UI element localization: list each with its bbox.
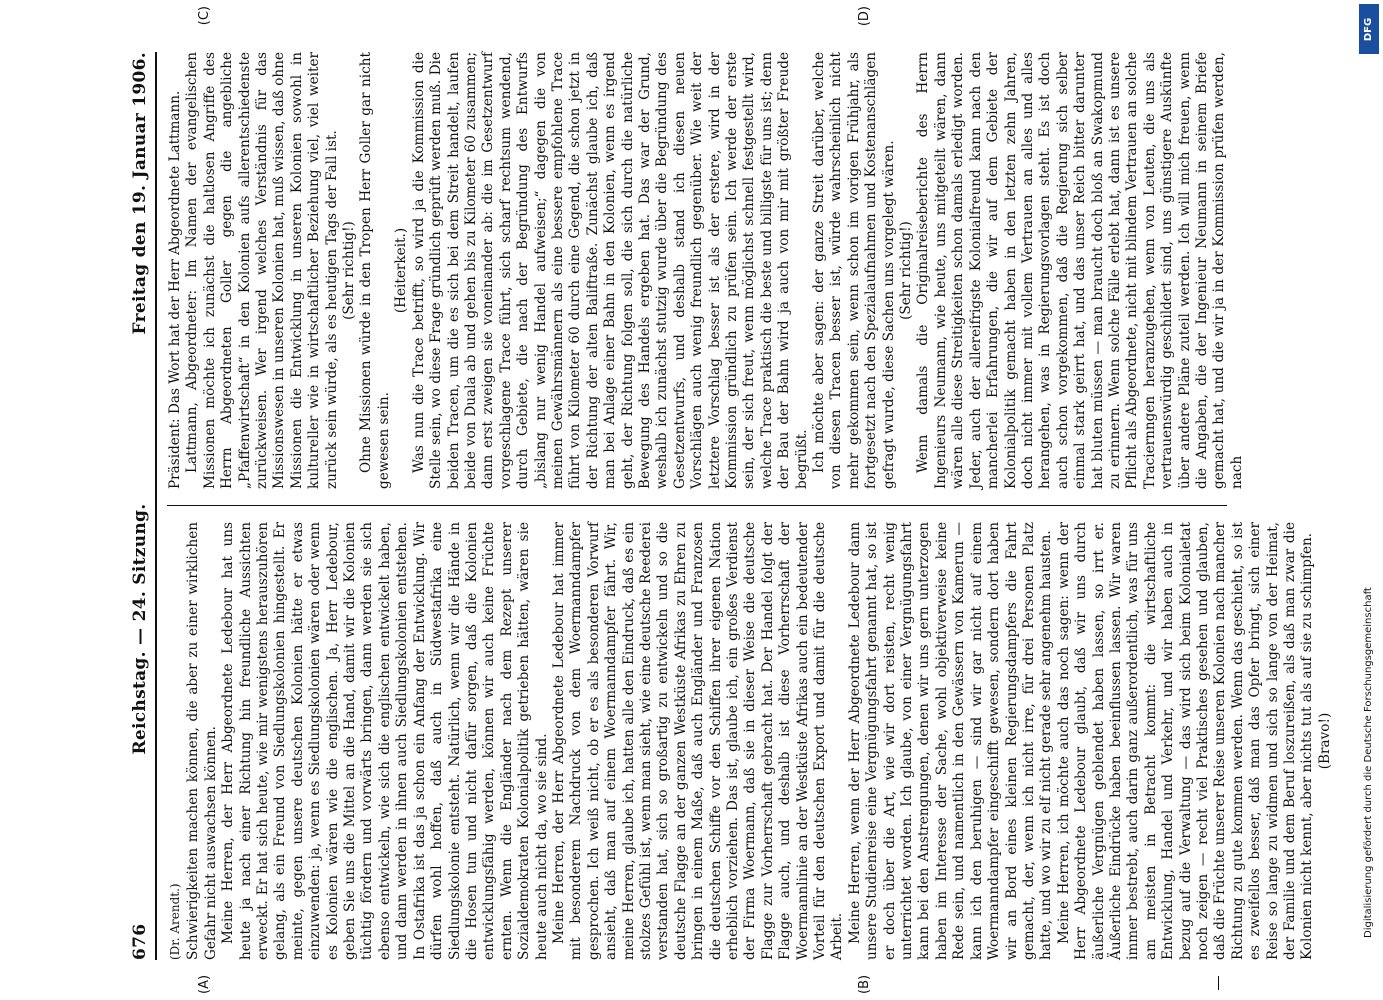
speaker-tag: (Dr. Arendt.) xyxy=(168,883,182,960)
end-rule xyxy=(1218,976,1219,990)
margin-marker-a: (A) xyxy=(197,974,212,994)
running-head xyxy=(126,52,157,960)
margin-marker-b: (B) xyxy=(857,974,872,994)
rotated-page-content xyxy=(120,0,1333,1000)
paragraph: Ohne Missionen würde in den Tropen Herr Goller gar nicht gewesen sein. xyxy=(358,52,392,489)
running-head-left: Reichstag. — 24. Sitzung. xyxy=(130,503,150,755)
paragraph: Schwierigkeiten machen können, die aber zu einer wirklichen Gefahr nicht auswachsen können. xyxy=(185,522,219,960)
paragraph: Präsident: Das Wort hat der Herr Abgeordnete Lattmann. xyxy=(167,90,183,489)
paragraph: Ich möchte aber sagen: der ganze Streit darüber, welche von diesen Tracen besser ist, würde wahrscheinlich nicht mehr gekommen sein, wenn schon im vorigen Frühjahr, als fortgesetzt nach den Spezialaufnahmen und Kostenanschlägen gefragt wurde, diese Sachen uns vorgelegt wären. xyxy=(811,52,897,489)
running-head-right: Freitag den 19. Januar 1906. xyxy=(130,52,150,335)
paragraph: Lattmann, Abgeordneter: Im Namen der evangelischen Missionen möchte ich zunächst die haltlosen Angriffe des Herrn Abgeordneten Goller gegen die angebliche „Pfaffenwirtschaft“ in den Kolonien aufs allerentschiedenste zurückweisen. Wer irgend welches Verständnis für das Missionswesen in unseren Kolonien hat, muß wissen, daß ohne Missionen die Entwicklung in unseren Kolonien sowohl in kultureller wie in wirtschaftlicher Beziehung viel, viel weiter zurück sein würde, als es heutigen Tags der Fall ist. xyxy=(184,52,340,489)
paragraph: Meine Herren, der Herr Abgeordnete Ledebour hat immer mit besonderem Nachdruck von dem Woermanndampfer gesprochen. Ich weiß nicht, ob er es als besonderen Vorwurf ansieht, daß man auf einem Woermanndampfer fährt. Wir, meine Herren, glaube ich, hatten alle den Eindruck, daß es ein stolzes Gefühl ist, wenn man sieht, wie eine deutsche Reederei verstanden hat, sich so großartig zu entwickeln und so die deutsche Flagge an der ganzen Westküste Afrikas zu Ehren zu bringen in einem Maße, daß auch Engländer und Franzosen die deutschen Schiffe vor den Schiffen ihrer eigenen Nation erheblich vorziehen. Das ist, glaube ich, ein großes Verdienst der Firma Woermann, daß sie in dieser Weise die deutsche Flagge zur Vorherrschaft gebracht hat. Der Handel folgt der Flagge auch, und deshalb ist diese Vorherrschaft der Woermannlinie an der Westküste Afrikas auch ein bedeutender Vorteil für den deutschen Export und damit für die deutsche Arbeit. xyxy=(550,522,846,960)
interjection: (Sehr richtig!) xyxy=(341,221,358,320)
two-column-body xyxy=(167,6,1333,994)
left-column xyxy=(167,506,1333,960)
dfg-logo-text: DFG xyxy=(1363,17,1375,41)
paragraph: Meine Herren, der Herr Abgeordnete Ledebour hat uns heute ja nach einer Richtung hin freundliche Aussichten erweckt. Er hat sich heute, wie mir wenigstens herauszuhören gelang, als ein Freund von Siedlungskolonien hingestellt. Er meinte, gegen unsere deutschen Kolonien hätte er etwas einzuwenden: ja, wenn es Siedlungskolonien wären oder wenn es Kolonien wären wie die englischen. Ja, Herr Ledebour, geben Sie uns die Mittel an die Hand, damit wir die Kolonien tüchtig fördern und vorwärts bringen, dann werden sie sich ebenso entwickeln, wie sich die englischen entwickelt haben, und dann werden in ihnen auch Siedlungskolonien entstehen. In Ostafrika ist das ja schon ein Anfang der Entwicklung. Wir dürfen wohl hoffen, daß auch in Südwestafrika eine Siedlungskolonie entsteht. Natürlich, wenn wir die Hände in die Hosen tun und nicht dafür sorgen, daß die Kolonien entwicklungsfähig werden, können wir auch keine Früchte ernten. Wenn die Engländer nach dem Rezept unserer Sozialdemokraten Kolonialpolitik getrieben hätten, wären sie heute auch nicht da, wo sie sind. xyxy=(220,522,550,960)
paragraph: Meine Herren, wenn der Herr Abgeordnete Ledebour dann unsere Studienreise eine Vergnügungsfahrt genannt hat, so ist er doch über die Art, wie wir dort reisten, recht wenig unterrichtet worden. Ich glaube, von einer Vergnügungsfahrt kann bei den Anstrengungen, denen wir uns gern unterzogen haben im Interesse der Sache, wohl objektiverweise keine Rede sein, und namentlich in den Gewässern von Kamerun — kann ich den beruhigen — sind wir gar nicht auf einem Woermanndampfer eingeschifft gewesen, sondern dort haben wir an Bord eines kleinen Regierungsdampfers die Fahrt gemacht, der, wenn ich nicht irre, für drei Personen Platz hatte, und wo wir zu elf nicht gerade sehr angenehm hausten. xyxy=(846,522,1055,960)
dfg-logo xyxy=(1359,4,1379,54)
margin-marker-d: (D) xyxy=(857,6,872,27)
interjection: (Sehr richtig!) xyxy=(898,221,915,320)
interjection: (Heiterkeit.) xyxy=(393,227,410,314)
funding-credit-text: Digitalisierung gefördert durch die Deutsche Forschungsgemeinschaft xyxy=(1363,587,1374,938)
closing-remark: (Bravo!) xyxy=(1316,712,1333,770)
margin-marker-c: (C) xyxy=(197,6,212,26)
paragraph: Was nun die Trace betrifft, so wird ja die Kommission die Stelle sein, wo diese Frage gründlich geprüft werden muß. Die beiden Tracen, um die es sich bei dem Streit handelt, laufen beide von Duala ab und gehen bis zu Kilometer 60 zusammen; dann erst zweigen sie voneinander ab: die im Gesetzentwurf vorgeschlagene Trace führt, sich scharf rechtsum wendend, durch Gebiete, die nach der Begründung des Entwurfs „bislang nur wenig Handel aufweisen;“ dagegen die von meinen Gewährsmännern als eine bessere empfohlene Trace führt von Kilometer 60 durch eine Gegend, die schon jetzt in der Richtung der alten Baliftraße. Zunächst glaube ich, daß man bei Anlage einer Bahn in den Kolonien, wenn es irgend geht, der Richtung folgen soll, die sich durch die natürliche Bewegung des Handels ergeben hat. Das war der Grund, weshalb ich zunächst stutzig wurde über die Begründung des Gesetzentwurfs, und deshalb stand ich diesen neuen Vorschlägen auch wenig freundlich gegenüber. Wie weit der letztere Vorschlag besser ist als der erstere, wird in der Kommission gründlich zu prüfen sein. Ich werde der erste sein, der sich freut, wenn möglichst schnell festgestellt wird, welche Trace praktisch die beste und billigste für uns ist; denn der Bau der Bahn wird ja auch von mir mit größter Freude begrüßt. xyxy=(410,52,810,489)
paragraph: Meine Herren, ich möchte auch das noch sagen: wenn der Herr Abgeordnete Ledebour glaubt, daß wir uns durch äußerliche Vergnügen geblendet haben lassen, so irrt er. Äußerliche Eindrücke haben beeinflussen lassen. Wir waren immer bestrebt, auch darin ganz außerordentlich, was für uns am meisten in Betracht kommt: die wirtschaftliche Entwicklung, Handel und Verkehr, und wir haben auch in bezug auf die Verwaltung — das wird sich beim Kolonialetat noch zeigen — recht viel Praktisches gesehen und glauben, daß die Früchte unserer Reise unseren Kolonien nach mancher Richtung zu gute kommen werden. Wenn das geschieht, so ist es zweifellos besser, daß man das Opfer bringt, sich einer Reise so lange zu widmen und sich so lange von der Heimat, der Familie und dem Beruf loszureißen, als daß man zwar die Kolonien nicht kennt, aber nichts tut als auf sie zu schimpfen. xyxy=(1055,522,1316,960)
right-column xyxy=(167,52,1245,506)
funding-credit xyxy=(1361,58,1377,938)
page-number: 676 xyxy=(130,923,150,960)
paragraph: Wenn damals die Originalreiseberichte des Herrn Ingenieurs Neumann, wie heute, uns mitgeteilt wären, dann wären alle diese Streitigkeiten schon damals erledigt worden. Jeder, auch der allereifrigste Kolonialfreund kann nach den mancherlei Erfahrungen, die wir auf dem Gebiete der Kolonialpolitik gemacht haben in den letzten zehn Jahren, doch nicht immer mit vollem Vertrauen an alles und alles herangehen, was in Regierungsvorlagen steht. Es ist doch auch schon vorgekommen, daß die Regierung sich selber einmal stark geirrt hat, und das unser Reich bitter darunter hat bluten müssen — man braucht doch bloß an Swakopmund zu erinnern. Wenn solche Fälle erlebt hat, dann ist es unsere Pflicht als Abgeordnete, nicht mit blindem Vertrauen an solche Traciernngen heranzugehen, wenn von Leuten, die uns als vertrauenswürdig geschildert sind, uns günstigere Auskünfte über andere Pläne zuteil werden. Ich will mich freuen, wenn die Angaben, die der Ingenieur Neumann in seinem Briefe gemacht hat, und die wir ja in der Kommission prüfen werden, nach xyxy=(915,52,1245,489)
